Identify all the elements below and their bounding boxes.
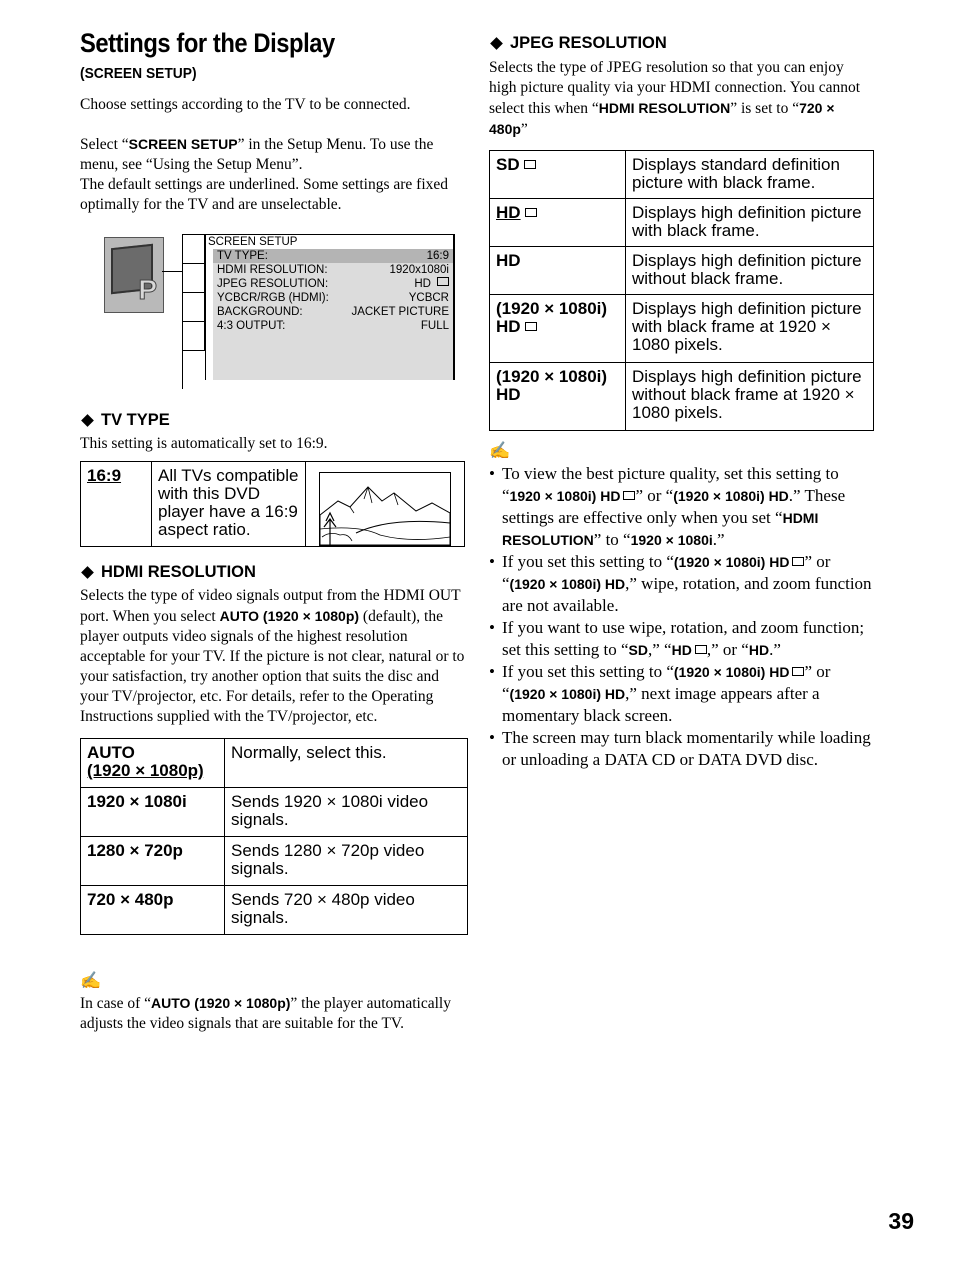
frame-box-icon [525,208,537,217]
widescreen-landscape-illustration [319,472,451,546]
osd-title: SCREEN SETUP [208,236,298,248]
jpeg-notes-list [489,463,875,771]
jpeg-option-hd: HD [490,247,626,295]
hdmi-option-description: Normally, select this. [225,739,468,788]
hdmi-option-description: Sends 720 × 480p video signals. [225,886,468,935]
hdmi-option-description: Sends 1280 × 720p video signals. [225,837,468,886]
jpeg-option-description: Displays standard definition picture with black frame. [626,151,874,199]
table-row [490,363,874,431]
list-item: • If you want to use wipe, rotation, and zoom function; set this setting to “SD,” “HD ,” or “HD.” [489,617,875,661]
hdmi-resolution-table [80,738,468,935]
jpeg-resolution-description: Selects the type of JPEG resolution so that you can enjoy high picture quality via your HDMI connection. You cannot select this when “HDMI RESOLUTION” is set to “720 × 480p” [489,59,861,138]
intro-paragraph-1: Choose settings according to the TV to be connected. [80,96,411,113]
osd-row-43-output: 4:3 OUTPUT: FULL [217,320,449,332]
list-item: • If you set this setting to “(1920 × 1080i) HD ” or “(1920 × 1080i) HD,” next image appears after a momentary black screen. [489,661,875,727]
diamond-icon [81,566,94,579]
list-item: • To view the best picture quality, set this setting to “1920 × 1080i) HD ” or “(1920 × 1080i) HD.” These settings are effective only when you set “HDMI RESOLUTION” to “1920 × 1080i.” [489,463,875,551]
jpeg-option-sd: SD [490,151,626,199]
osd-row-hdmi-resolution: HDMI RESOLUTION: 1920x1080i [217,264,449,276]
table-row [81,462,465,547]
frame-box-icon [437,277,449,286]
osd-row-background: BACKGROUND: JACKET PICTURE [217,306,449,318]
frame-box-icon [623,491,635,500]
jpeg-notes [489,441,875,771]
tv-type-table [80,461,465,547]
jpeg-option-description: Displays high definition picture with black frame at 1920 × 1080 pixels. [626,295,874,363]
table-row [490,247,874,295]
page-subtitle: (SCREEN SETUP) [80,65,197,82]
hdmi-option-auto: AUTO (1920 × 1080p) [81,739,225,788]
hdmi-resolution-heading: HDMI RESOLUTION [80,563,468,582]
hdmi-option-480p: 720 × 480p [81,886,225,935]
jpeg-option-hd-frame: HD [490,199,626,247]
diamond-icon [490,37,503,50]
diamond-icon [81,414,94,427]
list-item: • The screen may turn black momentarily while loading or unloading a DATA CD or DATA DVD disc. [489,727,875,771]
frame-box-icon [792,667,804,676]
tv-type-description: This setting is automatically set to 16:9. [80,435,328,452]
hdmi-option-description: Sends 1920 × 1080i video signals. [225,788,468,837]
widescreen-illustration-cell [306,462,465,547]
osd-screen [205,234,455,380]
left-column [80,28,468,1034]
jpeg-resolution-table [489,150,874,431]
jpeg-option-description: Displays high definition picture without black frame. [626,247,874,295]
table-row [81,788,468,837]
osd-row-jpeg-resolution: JPEG RESOLUTION: HD [213,277,453,291]
screen-setup-menu-icon: P [104,237,164,313]
osd-row-ycbcr: YCBCR/RGB (HDMI): YCBCR [217,292,449,304]
osd-settings-panel [213,249,453,380]
osd-row-tv-type: TV TYPE: 16:9 [213,249,453,263]
table-row [81,886,468,935]
right-column [489,34,875,771]
hdmi-note [80,971,468,1034]
frame-box-icon [695,645,707,654]
hdmi-option-1080i: 1920 × 1080i [81,788,225,837]
tv-type-heading: TV TYPE [80,411,468,430]
frame-box-icon [524,160,536,169]
pencil-note-icon: ✍ [80,971,102,990]
tv-type-option-description: All TVs compatible with this DVD player have a 16:9 aspect ratio. [152,462,306,547]
hdmi-option-720p: 1280 × 720p [81,837,225,886]
jpeg-option-description: Displays high definition picture without black frame at 1920 × 1080 pixels. [626,363,874,431]
table-row [490,151,874,199]
list-item: • If you set this setting to “(1920 × 1080i) HD ” or “(1920 × 1080i) HD,” wipe, rotation, and zoom function are not available. [489,551,875,617]
table-row [81,837,468,886]
table-row [490,199,874,247]
frame-box-icon [792,557,804,566]
page-number: 39 [888,1208,914,1234]
jpeg-option-1080i-hd: (1920 × 1080i) HD [490,363,626,431]
setup-menu-tabs [183,234,205,351]
page-title: Settings for the Display [80,28,335,58]
intro-paragraph-2: Select “SCREEN SETUP” in the Setup Menu. To use the menu, see “Using the Setup Menu”. [80,136,434,173]
jpeg-option-description: Displays high definition picture with black frame. [626,199,874,247]
tv-type-option: 16:9 [81,462,152,547]
jpeg-resolution-heading: JPEG RESOLUTION [489,34,875,53]
jpeg-option-1080i-hd-frame: (1920 × 1080i) HD [490,295,626,363]
frame-box-icon [525,322,537,331]
hdmi-resolution-description: Selects the type of video signals output from the HDMI OUT port. When you select AUTO (1920 × 1080p) (default), the player outputs video signals of the highest resolution acceptable for your TV. If the picture is not clear, natural or to your satisfaction, try another option that suits the disc and your TV/projector, etc. For details, refer to the Operating Instructions supplied with the TV/projector, etc. [80,587,465,725]
table-row [81,739,468,788]
intro-paragraph-3: The default settings are underlined. Some settings are fixed optimally for the TV and are unselectable. [80,176,449,213]
pencil-note-icon: ✍ [489,441,511,460]
screen-setup-illustration [80,227,468,387]
table-row [490,295,874,363]
hdmi-note-text: In case of “AUTO (1920 × 1080p)” the player automatically adjusts the video signals that are suitable for the TV. [80,995,451,1032]
